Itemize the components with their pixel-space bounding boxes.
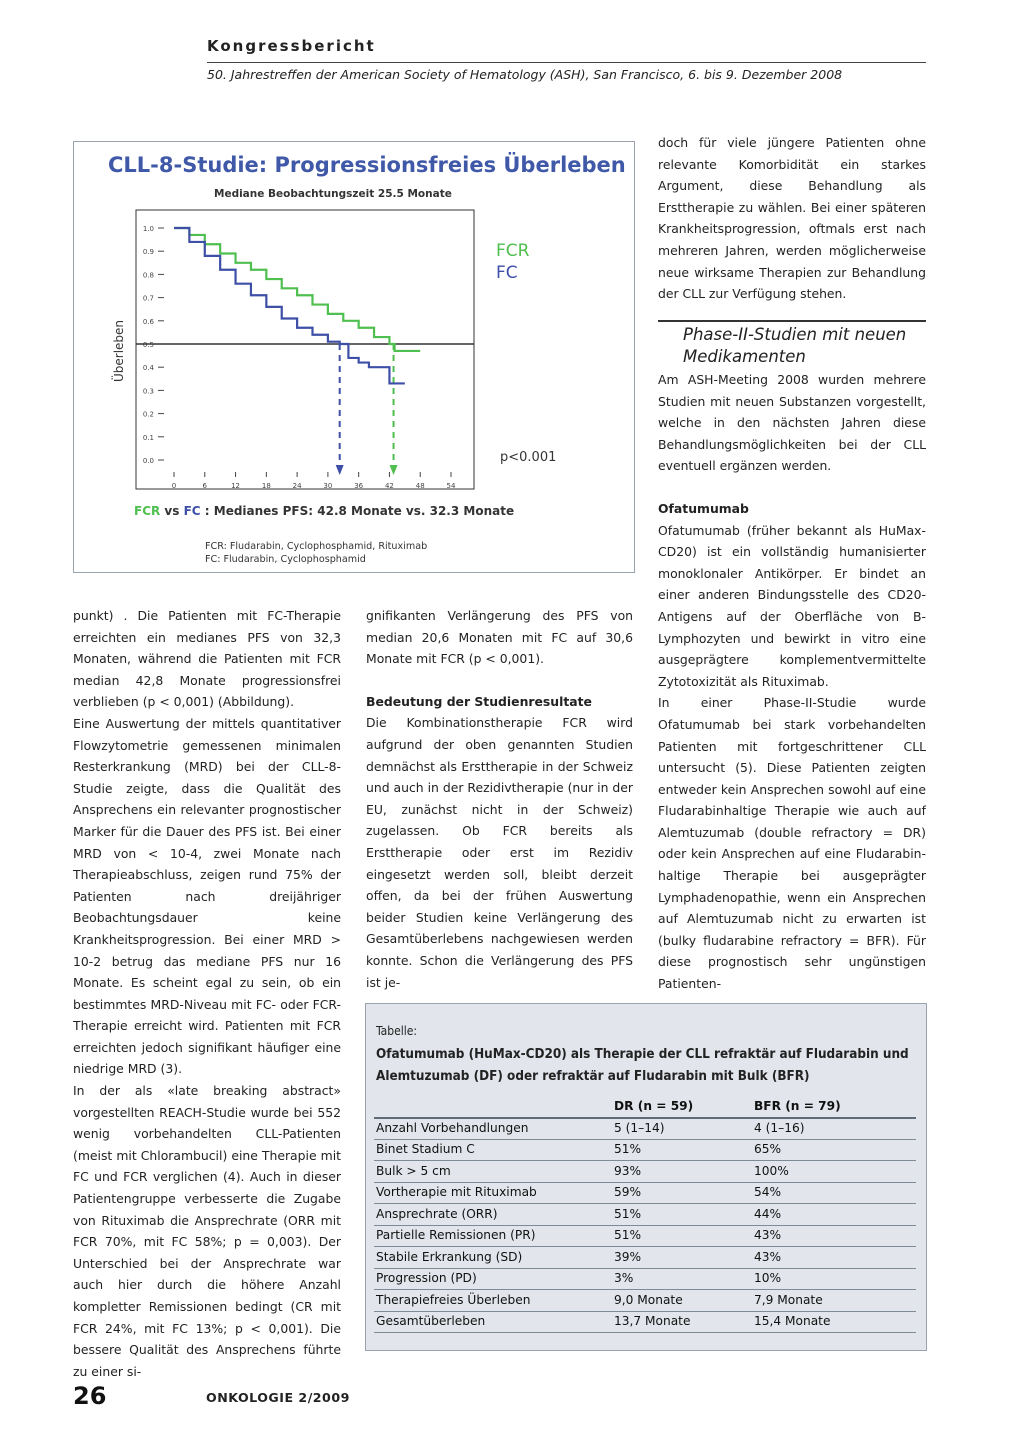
table-cell: 43%: [754, 1228, 782, 1242]
y-tick-label: 1.0: [142, 225, 154, 233]
table-row: [374, 1182, 916, 1204]
column-1: [73, 605, 341, 1382]
table-cell: 65%: [754, 1142, 782, 1156]
figure-caption-1: FCR: Fludarabin, Cyclophosphamid, Rituximab: [205, 541, 428, 552]
table-cell: 54%: [754, 1185, 782, 1199]
table-cell: Progression (PD): [376, 1271, 477, 1285]
table-cell: 7,9 Monate: [754, 1292, 823, 1307]
table-header-cell: BFR (n = 79): [754, 1099, 841, 1113]
table-row: [374, 1268, 916, 1290]
col3-paragraph-3: Ofatumumab (früher bekannt als HuMax-CD20) ist ein vollständig humanisierter monoklonaler Antikörper. Er bindet an einer anderen Bindungsstelle des CD20-Antigens auf der Oberfläche von B-Lymphozyten und bewirkt in vitro eine ausgeprägtere komplementvermittelte Zytotoxizität als Rituximab.: [658, 522, 926, 689]
table-cell: 59%: [614, 1185, 642, 1199]
col1-paragraph-3: In der als «late breaking abstract» vorgestellten REACH-Studie wurde bei 552 wenig vorbehandelten CLL-Patienten (meist mit Chlorambucil) eine Therapie mit FC und FCR verglichen (4). Auch in dieser Patientengruppe verbesserte die Zugabe von Rituximab die Ansprechrate (ORR mit FCR 70%, mit FC 58%; p = 0,003). Der Unterschied bei der Ansprechrate war auch hier durch die höhere Anzahl kompletter Remissionen bedingt (CR mit FCR 24%, mit FC 13%; p < 0,001). Die bessere Qualität des Ansprechens führte zu einer si-: [73, 1083, 341, 1379]
table-row: [374, 1311, 916, 1333]
x-tick-label: 0: [171, 482, 177, 490]
chart-title: CLL-8-Studie: Progressionsfreies Überleben: [108, 153, 626, 177]
table-cell: 51%: [614, 1142, 642, 1156]
col2-paragraph-2: Die Kombinationstherapie FCR wird aufgrund der oben genannten Studien demnächst als Ersttherapie in der Schweiz und auch in der Rezidivtherapie (nur in der EU, zunächst nicht in der Schweiz) zugelassen. Ob FCR bereits als Ersttherapie oder erst im Rezidiv eingesetzt werden soll, bleibt derzeit offen, da bei der frühen Auswertung beider Studien keine Verlängerung des Gesamtüberlebens nachgewiesen werden konnte. Schon die Verlängerung des PFS ist je-: [366, 715, 633, 990]
y-tick-label: 0.1: [142, 433, 154, 442]
table-row: [374, 1161, 916, 1183]
table-cell: Ansprechrate (ORR): [376, 1206, 498, 1221]
table-cell: 39%: [614, 1249, 642, 1264]
median-label-fc: FC: [183, 504, 201, 518]
header-rule: [207, 62, 926, 63]
col2-heading: Bedeutung der Studienresultate: [366, 693, 592, 709]
table-cell: 13,7 Monate: [614, 1314, 691, 1328]
col3-paragraph-4: In einer Phase-II-Studie wurde Ofatumumab bei stark vorbehandelten Patienten mit fortgeschrittener CLL untersucht (5). Diese Patienten zeigten entweder kein Ansprechen sowohl auf eine Fludarabinhaltige Therapie wie auch auf Alemtuzumab (double refractory = DR) oder kein Ansprechen auf eine Fludarabin-haltige Therapie bei ausgeprägter Lymphadenopathie, wenn ein Ansprechen auf Alemtuzumab nicht zu erwarten ist (bulky fludarabine refractory = BFR). Für diese prognostisch sehr ungünstigen Patienten-: [658, 695, 926, 992]
section-heading: [683, 324, 906, 368]
x-tick-label: 12: [231, 482, 241, 490]
col1-paragraph-1: punkt) . Die Patienten mit FC-Therapie erreichten ein medianes PFS von 32,3 Monaten, während die Patienten mit FCR median 42,8 Monate progressionsfrei verblieben (p < 0,001) (Abbildung).: [73, 608, 341, 710]
col3-heading: Ofatumumab: [658, 500, 749, 516]
table-title: Ofatumumab (HuMax-CD20) als Therapie der CLL refraktär auf Fludarabin und Alemtuzumab (DF) oder refraktär auf Fludarabin mit Bulk (BFR): [376, 1047, 909, 1084]
table-cell: Therapiefreies Überleben: [376, 1292, 531, 1307]
table-cell: 100%: [754, 1163, 789, 1178]
table-cell: Stabile Erkrankung (SD): [376, 1249, 523, 1264]
median-label-text: : Medianes PFS: 42.8 Monate vs. 32.3 Monate: [200, 504, 515, 518]
table-row: [374, 1139, 916, 1161]
col2-paragraph-1: gnifikanten Verlängerung des PFS von median 20,6 Monaten mit FC auf 30,6 Monate mit FCR (p < 0,001).: [366, 608, 633, 667]
section-heading-line-2: Medikamenten: [683, 347, 806, 366]
y-tick-label: 0.0: [142, 457, 154, 465]
running-head-title: Kongressbericht: [207, 37, 376, 55]
col3-paragraph-2: Am ASH-Meeting 2008 wurden mehrere Studien mit neuen Substanzen vorgestellt, welche in den nächsten Jahren diese Behandlungsmöglichkeiten bei der CLL eventuell ergänzen werden.: [658, 372, 926, 474]
y-tick-label: 0.8: [142, 271, 154, 280]
table-cell: 5 (1–14): [614, 1120, 665, 1135]
column-2: [366, 605, 633, 993]
table-cell: 51%: [614, 1206, 642, 1221]
y-tick-label: 0.3: [142, 387, 154, 396]
table-cell: 3%: [614, 1271, 634, 1285]
table-header-cell: DR (n = 59): [614, 1099, 694, 1113]
column-3-bottom: [658, 369, 926, 995]
table-cell: Bulk > 5 cm: [376, 1163, 451, 1178]
legend-fcr: FCR: [496, 241, 530, 261]
chart-subtitle: Mediane Beobachtungszeit 25.5 Monate: [214, 188, 452, 200]
table-header-row: [374, 1096, 916, 1119]
table-cell: 10%: [754, 1271, 782, 1285]
table-cell: Partielle Remissionen (PR): [376, 1228, 536, 1242]
plot-frame: [136, 210, 474, 489]
column-3-top: [658, 132, 926, 305]
x-tick-label: 36: [354, 482, 364, 490]
table-row: [374, 1204, 916, 1226]
figure-box: [73, 141, 635, 573]
x-tick-label: 24: [292, 482, 302, 490]
col1-paragraph-2: Eine Auswertung der mittels quantitativer Flowzytometrie gemessenen minimalen Resterkrankung (MRD) bei der CLL-8-Studie zeigte, dass die Qualität des Ansprechens ein relevanter prognostischer Marker für die Dauer des PFS ist. Bei einer MRD von < 10-4, zwei Monate nach Therapieabschluss, zeigen rund 75% der Patienten nach dreijähriger Beobachtungsdauer keine Krankheitsprogression. Bei einer MRD > 10-2 betrug das mediane PFS nur 16 Monate. Es scheint egal zu sein, ob ein bestimmtes MRD-Niveau mit FC- oder FCR-Therapie erreicht wird. Patienten mit FCR erreichten jedoch signifikant häufiger eine niedrige MRD (3).: [73, 715, 341, 1077]
table-row: [374, 1290, 916, 1312]
table-cell: 44%: [754, 1206, 782, 1221]
journal-issue: ONKOLOGIE 2/2009: [206, 1390, 350, 1405]
y-axis-label: Überleben: [112, 319, 126, 382]
table-cell: 15,4 Monate: [754, 1314, 831, 1328]
table-cell: Binet Stadium C: [376, 1142, 475, 1156]
section-heading-line-1: Phase-II-Studien mit neuen: [683, 325, 907, 344]
median-label-fcr: FCR: [134, 504, 161, 518]
x-tick-label: 54: [446, 482, 456, 490]
ofatumumab-table: [365, 1003, 927, 1351]
table-cell: 43%: [754, 1249, 782, 1264]
p-value: p<0.001: [500, 450, 557, 465]
x-tick-label: 30: [323, 482, 333, 490]
table-cell: Gesamtüberleben: [376, 1314, 486, 1328]
running-head-subtitle: 50. Jahrestreffen der American Society of Hematology (ASH), San Francisco, 6. bis 9. Dezember 2008: [207, 67, 843, 82]
y-tick-label: 0.7: [142, 294, 154, 303]
section-rule: [658, 320, 926, 322]
legend-fc: FC: [496, 263, 518, 283]
figure-caption-2: FC: Fludarabin, Cyclophosphamid: [205, 554, 366, 565]
table-cell: 9,0 Monate: [614, 1292, 683, 1307]
pfs-chart: [74, 142, 634, 537]
col3-paragraph-1: doch für viele jüngere Patienten ohne relevante Komorbidität ein starkes Argument, diese Behandlung als Ersttherapie zu wählen. Bei einer späteren Krankheitsprogression, oftmals erst nach mehreren Jahren, werden möglicherweise neue wirksame Therapien zur Behandlung der CLL zur Verfügung stehen.: [658, 135, 926, 302]
x-tick-label: 48: [415, 482, 425, 490]
table-cell: Vortherapie mit Rituximab: [376, 1185, 537, 1199]
table-cell: 4 (1–16): [754, 1120, 805, 1135]
y-tick-label: 0.9: [142, 248, 154, 257]
y-tick-label: 0.2: [142, 410, 154, 419]
median-label-vs: vs: [160, 504, 184, 518]
median-pfs-line: [134, 504, 514, 518]
x-tick-label: 42: [384, 482, 394, 490]
table-cell: Anzahl Vorbehandlungen: [376, 1120, 529, 1135]
table-cell: 93%: [614, 1163, 642, 1178]
table-row: [374, 1118, 916, 1140]
table-row: [374, 1247, 916, 1269]
y-tick-label: 0.4: [142, 364, 154, 373]
table-row: [374, 1225, 916, 1247]
y-tick-label: 0.5: [142, 341, 154, 349]
x-tick-label: 6: [202, 482, 208, 490]
table-cell: 51%: [614, 1228, 642, 1242]
y-tick-label: 0.6: [142, 317, 154, 326]
page-number: 26: [73, 1382, 107, 1410]
x-tick-label: 18: [261, 482, 271, 490]
table-label: Tabelle:: [376, 1024, 418, 1038]
